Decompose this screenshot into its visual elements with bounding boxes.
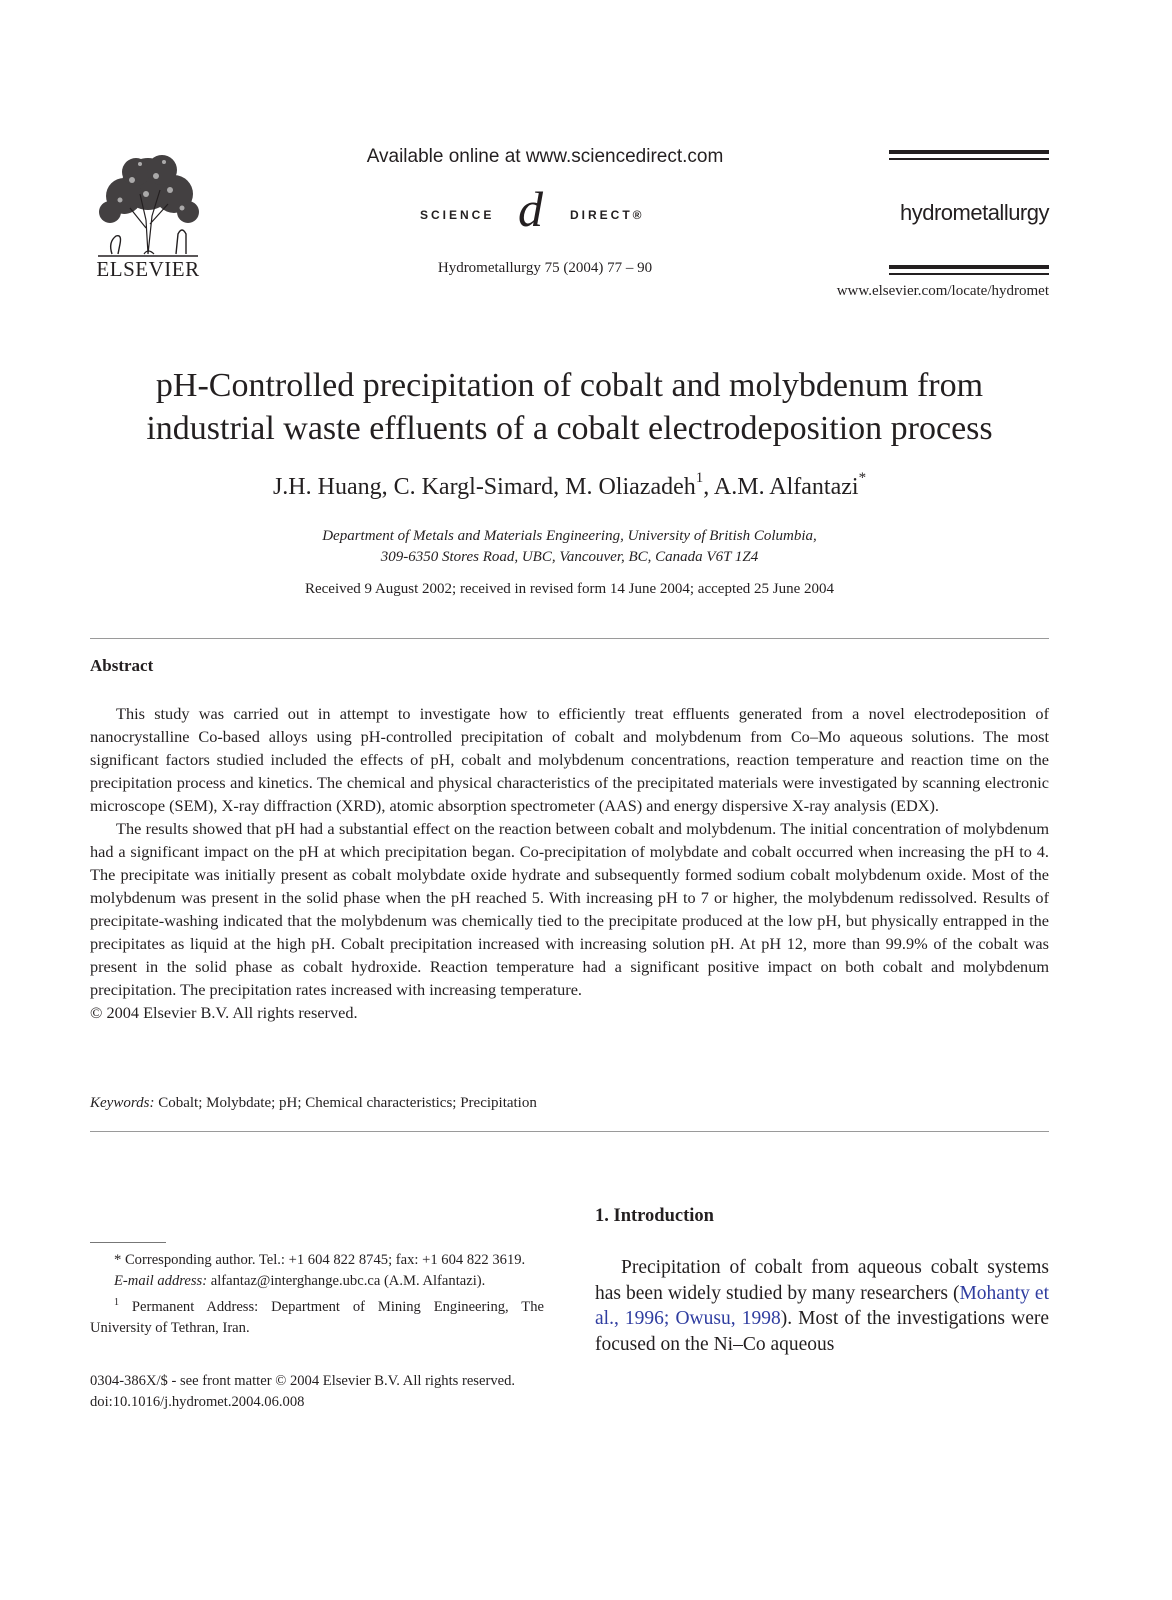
- article-title-line-1: pH-Controlled precipitation of cobalt and molybdenum from: [155, 367, 984, 404]
- keywords-label: Keywords:: [90, 1095, 155, 1111]
- abstract-heading: Abstract: [90, 656, 154, 675]
- email-label: E-mail address:: [114, 1273, 208, 1289]
- footnote-email: [90, 1271, 544, 1292]
- author-list: [90, 470, 1049, 501]
- publisher-wordmark: ELSEVIER: [96, 257, 200, 281]
- introduction-heading: 1. Introduction: [595, 1206, 714, 1226]
- footnote-1-text: Permanent Address: Department of Mining Engineering, The University of Tethran, Iran.: [90, 1298, 544, 1336]
- sciencedirect-at-icon: d: [518, 181, 543, 237]
- corresponding-author-marker[interactable]: *: [858, 470, 867, 486]
- footnote-rule: [90, 1242, 166, 1243]
- affiliation-line-2: 309-6350 Stores Road, UBC, Vancouver, BC, Canada V6T 1Z4: [380, 549, 759, 565]
- doi-link[interactable]: doi:10.1016/j.hydromet.2004.06.008: [90, 1394, 305, 1410]
- keywords-text: Cobalt; Molybdate; pH; Chemical characteristics; Precipitation: [154, 1095, 537, 1111]
- affiliation-line-1: Department of Metals and Materials Engineering, University of British Columbia,: [322, 528, 817, 544]
- footnote-corresponding-author: * Corresponding author. Tel.: +1 604 822 8745; fax: +1 604 822 3619.: [114, 1252, 526, 1268]
- journal-rule-top-thin: [889, 158, 1049, 160]
- journal-rule-bottom-thick: [889, 265, 1049, 269]
- article-title: [90, 364, 1049, 450]
- divider-bottom: [90, 1131, 1049, 1132]
- keywords: [90, 1095, 1049, 1112]
- citation-link[interactable]: Mohanty et al., 1996; Owusu, 1998: [595, 1282, 1049, 1329]
- journal-url-link[interactable]: www.elsevier.com/locate/hydromet: [836, 283, 1049, 299]
- email-address-link[interactable]: alfantaz@interghange.ubc.ca (A.M. Alfantazi).: [207, 1273, 486, 1289]
- footnote-1-marker: 1: [114, 1297, 119, 1308]
- divider-top: [90, 638, 1049, 639]
- introduction-body: [595, 1255, 1049, 1357]
- sciencedirect-logo-left: SCIENCE: [420, 208, 495, 222]
- abstract-paragraph-2: The results showed that pH had a substantial effect on the reaction between cobalt and molybdenum. The initial concentration of molybdenum had a significant impact on the pH at which precipitation began. Co-precipitation of molybdate and cobalt occurred when increasing the pH to 4. The precipitate was initially present as cobalt molybdate oxide hydrate and subsequently formed sodium cobalt molybdenum oxide. Most of the molybdenum was present in the solid phase when the pH reached 5. With increasing pH to 7 or higher, the molybdenum redissolved. Results of precipitate-washing indicated that the molybdenum was chemically tied to the precipitate produced at the low pH, but physically entrapped in the precipitates as liquid at the high pH. Cobalt precipitation increased with increasing solution pH. At pH 12, more than 99.9% of the cobalt was present in the solid phase as cobalt hydroxide. Reaction temperature had a significant positive impact on both cobalt and molybdenum precipitation. The precipitation rates increased with increasing temperature.: [90, 819, 1049, 999]
- front-matter: [90, 1371, 610, 1413]
- author-footnote-marker[interactable]: 1: [695, 470, 704, 486]
- sciencedirect-logo[interactable]: [420, 181, 670, 240]
- sciencedirect-logo-right: DIRECT®: [570, 208, 645, 222]
- abstract-body: [90, 702, 1049, 1024]
- introduction-text-before: Precipitation of cobalt from aqueous cobalt systems has been widely studied by many researchers (: [595, 1257, 1049, 1304]
- article-title-line-2: industrial waste effluents of a cobalt electrodeposition process: [146, 410, 993, 447]
- received-dates: Received 9 August 2002; received in revised form 14 June 2004; accepted 25 June 2004: [304, 581, 835, 597]
- abstract-copyright: © 2004 Elsevier B.V. All rights reserved.: [90, 1003, 358, 1022]
- available-online-text[interactable]: Available online at www.sciencedirect.com: [366, 146, 724, 167]
- introduction-paragraph: [595, 1255, 1049, 1357]
- footnote-1: [90, 1292, 544, 1339]
- journal-rule-bottom-thin: [889, 273, 1049, 275]
- journal-citation: Hydrometallurgy 75 (2004) 77 – 90: [437, 260, 653, 276]
- abstract-paragraph-1: This study was carried out in attempt to investigate how to efficiently treat effluents generated from a novel electrodeposition of nanocrystalline Co-based alloys using pH-controlled precipitation of cobalt and molybdenum from Co–Mo aqueous solutions. The most significant factors studied included the effects of pH, cobalt and molybdenum concentrations, reaction temperature and reaction time on the precipitation process and kinetics. The chemical and physical characteristics of the precipitated materials were investigated by scanning electronic microscope (SEM), X-ray diffraction (XRD), atomic absorption spectrometer (AAS) and energy dispersive X-ray analysis (EDX).: [90, 704, 1049, 815]
- journal-name: hydrometallurgy: [899, 200, 1049, 225]
- journal-rule-top-thick: [889, 150, 1049, 154]
- affiliation: [90, 526, 1049, 568]
- authors-last: , A.M. Alfantazi: [703, 474, 859, 500]
- introduction-text-after: ). Most of the investigations were focused on the Ni–Co aqueous: [595, 1308, 1049, 1355]
- authors-main: J.H. Huang, C. Kargl-Simard, M. Oliazadeh: [272, 474, 696, 500]
- footnotes: [90, 1250, 544, 1339]
- front-matter-issn: 0304-386X/$ - see front matter © 2004 Elsevier B.V. All rights reserved.: [90, 1373, 516, 1389]
